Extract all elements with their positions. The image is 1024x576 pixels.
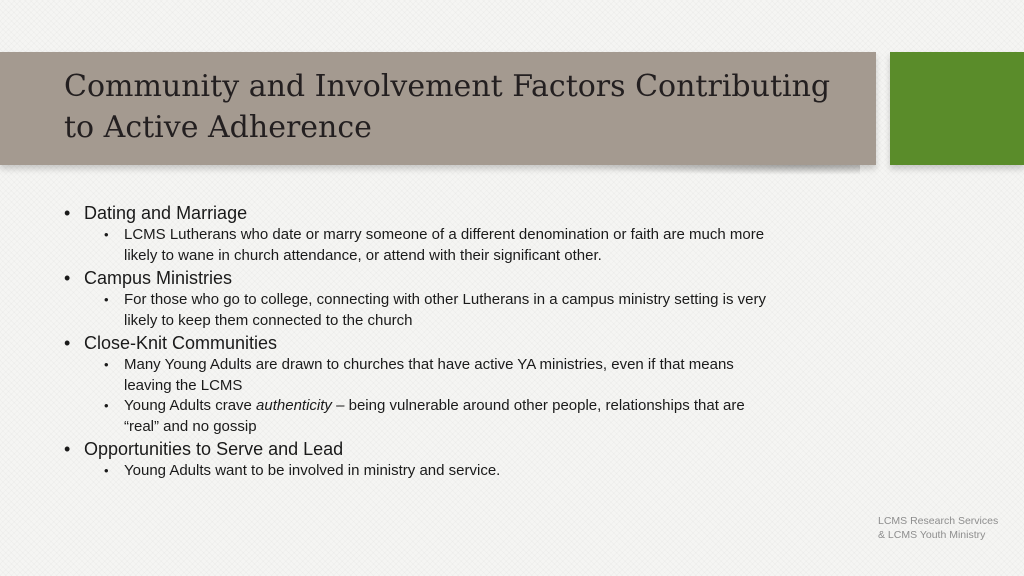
sub-list-item bbox=[84, 396, 864, 437]
sub-bullet-text-prefix: Young Adults crave bbox=[124, 397, 257, 414]
bullet-heading: Campus Ministries bbox=[84, 268, 233, 288]
sub-bullet-list bbox=[84, 290, 864, 331]
footer-credit bbox=[878, 514, 1018, 542]
bullet-heading: Dating and Marriage bbox=[84, 203, 248, 223]
bullet-heading: Opportunities to Serve and Lead bbox=[84, 439, 344, 459]
sub-bullet-emphasis: authenticity bbox=[256, 397, 332, 414]
list-item bbox=[64, 266, 864, 331]
sub-bullet-text: leaving the LCMS bbox=[124, 376, 243, 394]
sub-bullet-text: For those who go to college, connecting with other Lutherans in a campus ministry setting is very bbox=[124, 291, 766, 308]
title-bar-shadow bbox=[560, 165, 860, 175]
bullet-list bbox=[64, 201, 864, 482]
sub-bullet-icon: • bbox=[104, 463, 109, 478]
bullet-icon: • bbox=[64, 203, 71, 223]
list-item bbox=[64, 331, 864, 437]
sub-list-item bbox=[84, 290, 864, 331]
sub-bullet-icon: • bbox=[104, 227, 109, 242]
list-item bbox=[64, 201, 864, 266]
slide-title bbox=[64, 66, 864, 148]
footer-line-2: & LCMS Youth Ministry bbox=[878, 529, 986, 541]
sub-bullet-text: Young Adults want to be involved in ministry and service. bbox=[124, 462, 501, 479]
bullet-icon: • bbox=[64, 333, 71, 353]
sub-bullet-text: Many Young Adults are drawn to churches that have active YA ministries, even if that means bbox=[124, 356, 734, 373]
sub-bullet-list bbox=[84, 355, 864, 437]
bullet-icon: • bbox=[64, 268, 71, 288]
sub-bullet-text: likely to wane in church attendance, or attend with their significant other. bbox=[124, 246, 602, 264]
sub-list-item bbox=[84, 461, 864, 482]
green-accent-box bbox=[890, 52, 1024, 165]
bullet-content bbox=[64, 201, 864, 482]
bullet-heading: Close-Knit Communities bbox=[84, 333, 278, 353]
sub-bullet-icon: • bbox=[104, 357, 109, 372]
slide-title-line-2: to Active Adherence bbox=[64, 110, 372, 145]
sub-bullet-icon: • bbox=[104, 292, 109, 307]
sub-bullet-text: “real” and no gossip bbox=[124, 417, 257, 435]
sub-list-item bbox=[84, 225, 864, 266]
sub-bullet-list bbox=[84, 461, 864, 482]
sub-bullet-text: LCMS Lutherans who date or marry someone of a different denomination or faith are much more bbox=[124, 226, 765, 243]
list-item bbox=[64, 437, 864, 482]
bullet-icon: • bbox=[64, 439, 71, 459]
sub-list-item bbox=[84, 355, 864, 396]
sub-bullet-text-suffix: – being vulnerable around other people, relationships that are bbox=[331, 397, 745, 414]
footer-line-1: LCMS Research Services bbox=[878, 515, 999, 527]
sub-bullet-icon: • bbox=[104, 398, 109, 413]
sub-bullet-text: likely to keep them connected to the church bbox=[124, 311, 413, 329]
slide-title-line-1: Community and Involvement Factors Contributing bbox=[64, 69, 831, 104]
sub-bullet-list bbox=[84, 225, 864, 266]
